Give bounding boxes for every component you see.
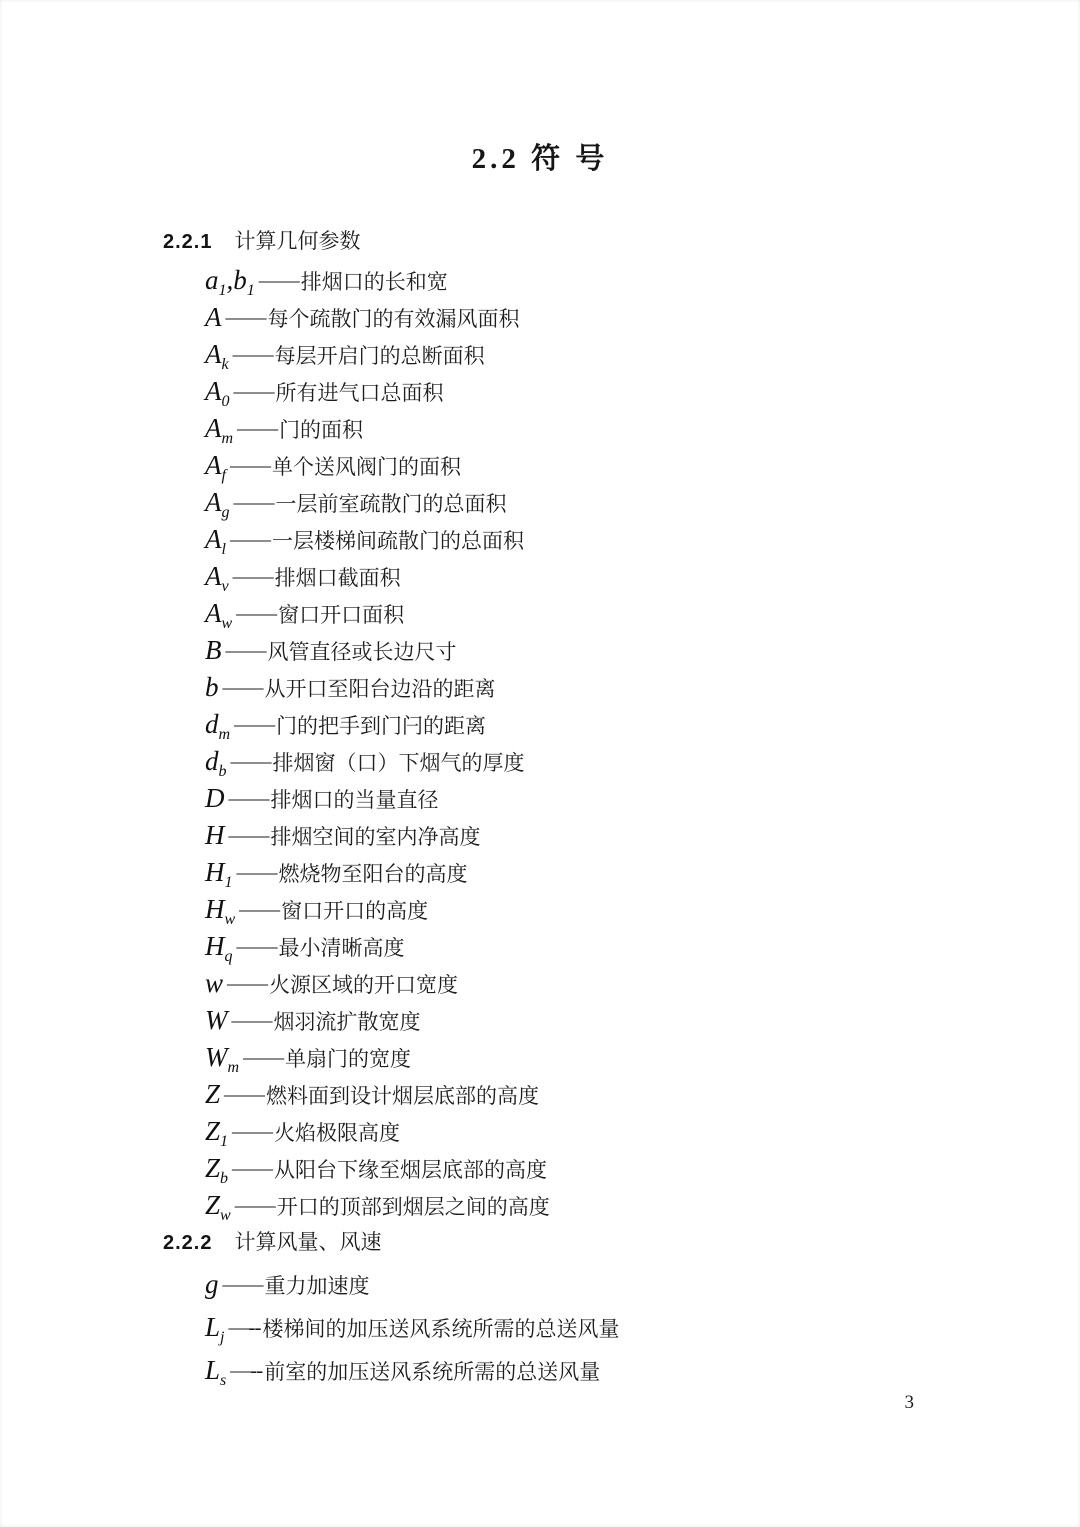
symbol-definition-row (205, 595, 960, 632)
symbol: $d_b$ (205, 746, 227, 780)
symbol: $A_w$ (205, 598, 233, 632)
symbol: b (205, 672, 219, 702)
symbol-definition-row (205, 965, 960, 1002)
symbol: W (205, 1005, 228, 1035)
symbol-definition-row (205, 447, 960, 484)
symbol-definition-row (205, 1039, 960, 1076)
dash-separator: —— (258, 268, 299, 292)
symbol-definition-row (205, 1306, 960, 1349)
section-2.2.2 (163, 1226, 960, 1392)
symbol-description: 烟羽流扩散宽度 (273, 1009, 421, 1034)
symbol-description: 门的面积 (279, 417, 364, 442)
symbol-description: 燃烧物至阳台的高度 (278, 861, 468, 886)
dash-separator: —— (222, 1272, 263, 1296)
symbol-description: 火源区域的开口宽度 (269, 972, 459, 997)
symbol: $W_m$ (205, 1042, 240, 1076)
symbol: $d_m$ (205, 709, 231, 743)
dash-separator: —— (227, 971, 268, 995)
symbol: $Z_w$ (205, 1190, 231, 1224)
symbol: $A_v$ (205, 561, 229, 595)
dash-separator: —— (236, 601, 277, 625)
symbol: $Z_b$ (205, 1153, 229, 1187)
symbol-description: 最小清晰高度 (278, 935, 405, 960)
section-heading (163, 1226, 960, 1256)
dash-separator: —— (239, 897, 280, 921)
symbol: $Z_1$ (205, 1116, 229, 1150)
dash-separator: —— (232, 564, 273, 588)
symbol-definition-row (205, 410, 960, 447)
dash-separator: —— (243, 1045, 284, 1069)
symbol-description: 排烟口截面积 (274, 565, 401, 590)
symbol-description: 燃料面到设计烟层底部的高度 (266, 1083, 540, 1108)
symbol-definition-row (205, 373, 960, 410)
section-title: 计算风量、风速 (234, 1230, 382, 1254)
symbol: Z (205, 1079, 221, 1109)
symbol-description: 一层楼梯间疏散门的总面积 (271, 528, 524, 553)
dash-separator: —— (222, 675, 263, 699)
symbol-definition-row (205, 1113, 960, 1150)
symbol-description: 开口的顶部到烟层之间的高度 (276, 1194, 550, 1219)
symbol: $A_m$ (205, 413, 234, 447)
section-heading (163, 225, 960, 255)
symbol-definition-row (205, 1349, 960, 1392)
symbol-definition-row (205, 1150, 960, 1187)
symbol-description: 每层开启门的总断面积 (274, 343, 485, 368)
dash-separator: —— (228, 823, 269, 847)
symbol-definition-row (205, 928, 960, 965)
symbol-description: 窗口开口的高度 (281, 898, 429, 923)
symbol-description: 排烟口的长和宽 (300, 269, 448, 294)
dash-separator: —-- (230, 1358, 263, 1382)
symbol-definition-row (205, 780, 960, 817)
symbol: A (205, 302, 222, 332)
dash-separator: —— (229, 527, 270, 551)
symbol: $L_s$ (205, 1355, 227, 1389)
symbol-description: 一层前室疏散门的总面积 (275, 491, 507, 516)
symbol: $A_f$ (205, 450, 226, 484)
symbol: $A_0$ (205, 376, 230, 410)
symbol-description: 前室的加压送风系统所需的总送风量 (264, 1359, 601, 1384)
dash-separator: —— (236, 860, 277, 884)
symbol-description: 门的把手到门闩的距离 (276, 713, 487, 738)
symbol-definition-row (205, 891, 960, 928)
dash-separator: —— (232, 1119, 273, 1143)
symbol-definition-row (205, 1187, 960, 1224)
symbol-definition-row (205, 262, 960, 299)
symbol: $H_q$ (205, 931, 233, 965)
page-number: 3 (904, 1392, 914, 1413)
page-title: 2.2 符 号 (471, 143, 609, 175)
dash-separator: —— (232, 342, 273, 366)
symbol-description: 单扇门的宽度 (285, 1046, 412, 1071)
symbol-definition-row (205, 299, 960, 336)
dash-separator: —— (225, 305, 266, 329)
symbol: $A_g$ (205, 487, 230, 521)
symbol-description: 重力加速度 (264, 1273, 370, 1298)
symbol-definition-row (205, 558, 960, 595)
symbol-definition-row (205, 743, 960, 780)
symbol-definition-row (205, 854, 960, 891)
symbol: D (205, 783, 225, 813)
dash-separator: —— (234, 712, 275, 736)
dash-separator: —— (233, 379, 274, 403)
symbol-definition-row (205, 632, 960, 669)
symbol-definition-row (205, 336, 960, 373)
symbol-definition-row (205, 706, 960, 743)
symbol-description: 排烟口的当量直径 (270, 787, 439, 812)
symbol-definition-row (205, 669, 960, 706)
symbol-description: 风管直径或长边尺寸 (267, 639, 457, 664)
section-title: 计算几何参数 (234, 229, 361, 253)
section-number: 2.2.1 (163, 231, 213, 253)
symbol-description: 从阳台下缘至烟层底部的高度 (274, 1157, 548, 1182)
symbol-description: 单个送风阀门的面积 (271, 454, 461, 479)
symbol: $a_1,b_1$ (205, 265, 255, 299)
dash-separator: —— (225, 638, 266, 662)
symbol-description: 排烟窗（口）下烟气的厚度 (272, 750, 525, 775)
symbol-description: 所有进气口总面积 (275, 380, 444, 405)
symbol: $H_w$ (205, 894, 236, 928)
dash-separator: —— (230, 749, 271, 773)
dash-separator: —— (233, 490, 274, 514)
dash-separator: —— (232, 1156, 273, 1180)
dash-separator: —— (236, 934, 277, 958)
symbol: $L_j$ (205, 1312, 225, 1346)
symbol-definition-row (205, 1263, 960, 1306)
symbol-description: 火焰极限高度 (274, 1120, 401, 1145)
symbol-description: 排烟空间的室内净高度 (270, 824, 481, 849)
dash-separator: —— (229, 453, 270, 477)
section-number: 2.2.2 (163, 1232, 213, 1254)
symbol: B (205, 635, 222, 665)
symbol-definition-row (205, 521, 960, 558)
symbol: g (205, 1269, 219, 1299)
dash-separator: —— (231, 1008, 272, 1032)
symbol-definition-row (205, 1002, 960, 1039)
symbol-description: 从开口至阳台边沿的距离 (264, 676, 496, 701)
symbol: H (205, 820, 225, 850)
symbol-definition-row (205, 1076, 960, 1113)
symbol-description: 楼梯间的加压送风系统所需的总送风量 (262, 1316, 620, 1341)
symbol-description: 窗口开口面积 (278, 602, 405, 627)
section-2.2.1 (163, 225, 960, 1224)
symbol-list (163, 1263, 960, 1392)
dash-separator: —-- (228, 1315, 261, 1339)
dash-separator: —— (224, 1082, 265, 1106)
symbol: $A_k$ (205, 339, 229, 373)
symbol-definition-row (205, 484, 960, 521)
dash-separator: —— (237, 416, 278, 440)
dash-separator: —— (234, 1193, 275, 1217)
symbol-description: 每个疏散门的有效漏风面积 (267, 306, 520, 331)
symbol-list (163, 262, 960, 1224)
symbol: $A_l$ (205, 524, 226, 558)
symbol-definition-row (205, 817, 960, 854)
symbol-sections (0, 225, 1080, 1392)
symbol: $H_1$ (205, 857, 233, 891)
symbol: w (205, 968, 224, 998)
dash-separator: —— (228, 786, 269, 810)
